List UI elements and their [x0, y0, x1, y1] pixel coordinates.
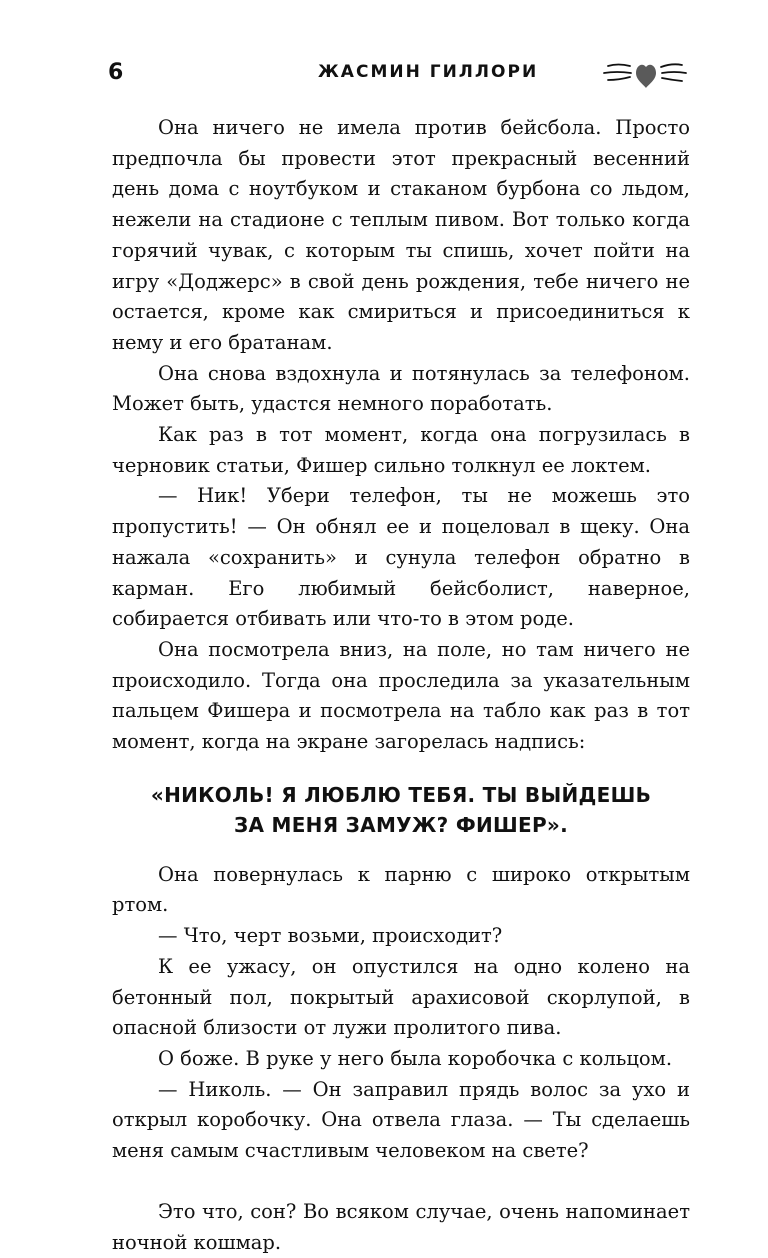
paragraph: Как раз в тот момент, когда она погрузилась в черновик статьи, Фишер сильно толкнул ее локтем. — [112, 423, 690, 477]
running-head: ЖАСМИН ГИЛЛОРИ — [318, 62, 539, 82]
paragraph: О боже. В руке у него была коробочка с кольцом. — [158, 1046, 673, 1070]
paragraph: К ее ужасу, он опустился на одно колено на бетонный пол, покрытый арахисовой скорлупой, в опасной близости от лужи пролитого пива. — [112, 954, 690, 1040]
paragraph: — Николь. — Он заправил прядь волос за ухо и открыл коробочку. Она отвела глаза. — Ты сделаешь меня самым счастливым человеком на свете? — [112, 1077, 690, 1163]
scoreboard-headline — [112, 780, 690, 840]
heart-icon — [602, 56, 688, 90]
paragraph: Она снова вздохнула и потянулась за телефоном. Может быть, удастся немного поработать. — [112, 361, 690, 416]
paragraph: Это что, сон? Во всяком случае, очень напоминает ночной кошмар. — [112, 1199, 690, 1254]
body-text — [112, 113, 690, 1258]
section-gap — [112, 1167, 690, 1197]
paragraph: Она посмотрела вниз, на поле, но там ничего не происходило. Тогда она проследила за указательным пальцем Фишера и посмотрела на табло как раз в тот момент, когда на экране загорелась надпись: — [112, 637, 690, 754]
headline-line: ЗА МЕНЯ ЗАМУЖ? ФИШЕР». — [233, 812, 569, 837]
paragraph: Она повернулась к парню с широко открытым ртом. — [112, 862, 690, 917]
paragraph: — Ник! Убери телефон, ты не можешь это пропустить! — Он обнял ее и поцеловал в щеку. Она нажала «сохранить» и сунула телефон обратно в карман. Его любимый бейсболист, наверное, собирается отбивать или что-то в этом роде. — [112, 484, 690, 631]
paragraph: Она ничего не имела против бейсбола. Просто предпочла бы провести этот прекрасный весенний день дома с ноутбуком и стаканом бурбона со льдом, нежели на стадионе с теплым пивом. Вот только когда горячий чувак, с которым ты спишь, хочет пойти на игру «Доджерс» в свой день рождения, тебе ничего не остается, кроме как смириться и присоединиться к нему и его братанам. — [112, 116, 690, 354]
page-number: 6 — [108, 60, 124, 85]
headline-line: «НИКОЛЬ! Я ЛЮБЛЮ ТЕБЯ. ТЫ ВЫЙДЕШЬ — [150, 782, 652, 807]
page-header — [108, 56, 688, 96]
paragraph: — Что, черт возьми, происходит? — [158, 924, 503, 948]
